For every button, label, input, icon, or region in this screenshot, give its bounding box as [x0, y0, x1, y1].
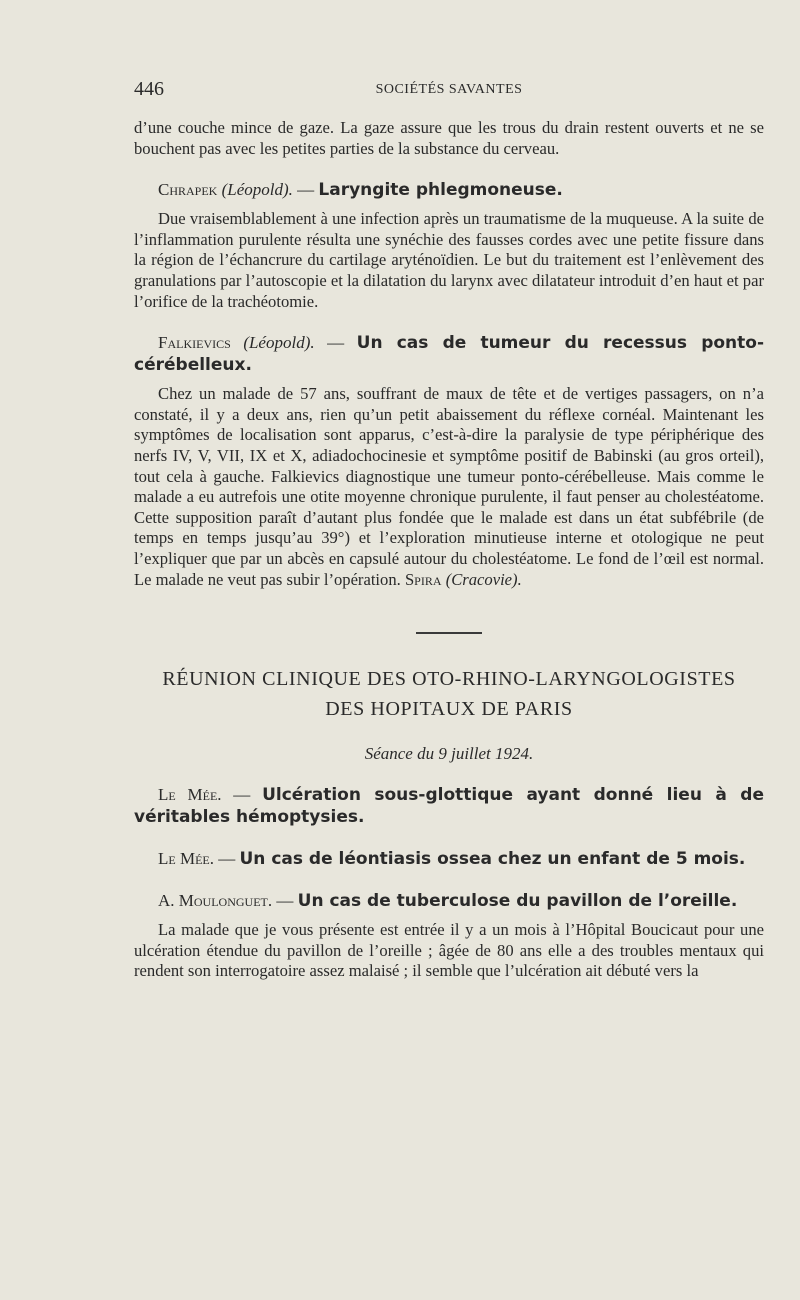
entry-heading-le-mee-1 — [134, 784, 764, 828]
signature: Spira — [404, 569, 442, 589]
dash: — — [214, 849, 240, 869]
signature-place: (Cracovie). — [445, 569, 522, 589]
author-firstname: (Léopold). — [221, 180, 293, 200]
page-body — [134, 118, 764, 982]
entry-text-falkievics — [134, 384, 764, 590]
seance-date: Séance du 9 juillet 1924. — [364, 744, 534, 764]
author-name: Falkievics — [158, 333, 231, 353]
section-title — [134, 664, 764, 724]
entry-title: Ulcération sous-glottique ayant donné lieu à de véritables hémoptysies. — [134, 785, 765, 828]
section-title-line1: RÉUNION CLINIQUE DES OTO-RHINO-LARYNGOLOGISTES — [162, 668, 736, 691]
entry-heading-falkievics — [134, 332, 764, 376]
author-name: Le Mée. — [158, 785, 222, 805]
dash: — — [314, 333, 357, 353]
dash: — — [292, 180, 319, 200]
author-name: A. Moulonguet. — [158, 891, 273, 911]
dash: — — [221, 785, 263, 805]
entry-text-chrapek: Due vraisemblablement à une infection après un traumatisme de la muqueuse. A la suite de l’inflammation purulente résulta une synéchie des fausses cordes avec une petite fissure dans la région de l’échancrure du cartilage aryténoïdien. Le but du traitement est l’enlèvement des granulations par l’autoscopie et la dilatation du larynx avec dilatateur introduit d’en haut et par l’orifice de la trachéotomie. — [134, 209, 764, 311]
entry-title: Un cas de tumeur du recessus ponto-cérébelleux. — [134, 333, 765, 376]
author-firstname: (Léopold). — [243, 333, 315, 353]
author-name: Chrapek — [158, 180, 218, 200]
entry-text-moulonguet: La malade que je vous présente est entrée il y a un mois à l’Hôpital Boucicaut pour une ulcération étendue du pavillon de l’oreille ; âgée de 80 ans elle a des troubles mentaux qui rendent son interrogatoire assez malaisé ; il semble que l’ulcération ait débuté vers la — [134, 920, 764, 981]
page-number: 446 — [134, 78, 164, 100]
section-title-line2: DES HOPITAUX DE PARIS — [325, 698, 573, 721]
dash: — — [272, 891, 298, 911]
page-header — [134, 78, 764, 102]
running-head: SOCIÉTÉS SAVANTES — [375, 82, 523, 97]
opening-paragraph: d’une couche mince de gaze. La gaze assure que les trous du drain restent ouverts et ne se bouchent pas avec les petites parties de la substance du cerveau. — [134, 118, 764, 158]
entry-title: Un cas de tuberculose du pavillon de l’oreille. — [297, 891, 738, 912]
entry-heading-chrapek — [134, 179, 764, 201]
author-name: Le Mée. — [158, 849, 214, 869]
entry-heading-le-mee-2 — [134, 848, 764, 870]
entry-text: Chez un malade de 57 ans, souffrant de maux de tête et de vertiges passagers, on n’a constaté, il y a deux ans, rien qu’un petit abaissement du réflexe cornéal. Maintenant les symptômes de localisation sont apparus, c’est-à-dire la paralysie de type périphérique des nerfs IV, V, VII, IX et X, adiadochocinesie et symptôme positif de Babinski (au gros orteil), tout cela à gauche. Falkievics diagnostique une tumeur ponto-cérébelleuse. Mais comme le malade a eu autrefois une otite moyenne chronique purulente, il faut penser au cholestéatome. Cette supposition paraît d’autant plus fondée que le malade est dans un état subfébrile (de temps en temps jusqu’au 39°) et l’exploration minutieuse interne et otologique ne peut l’expliquer que par un abcès en capsulé autour du cholestéatome. Le fond de l’œil est normal. Le malade ne veut pas subir l’opération. — [134, 384, 764, 589]
entry-title: Laryngite phlegmoneuse. — [318, 180, 563, 201]
section-divider — [416, 632, 482, 634]
entry-title: Un cas de léontiasis ossea chez un enfant de 5 mois. — [239, 849, 746, 870]
entry-heading-moulonguet — [134, 890, 764, 912]
